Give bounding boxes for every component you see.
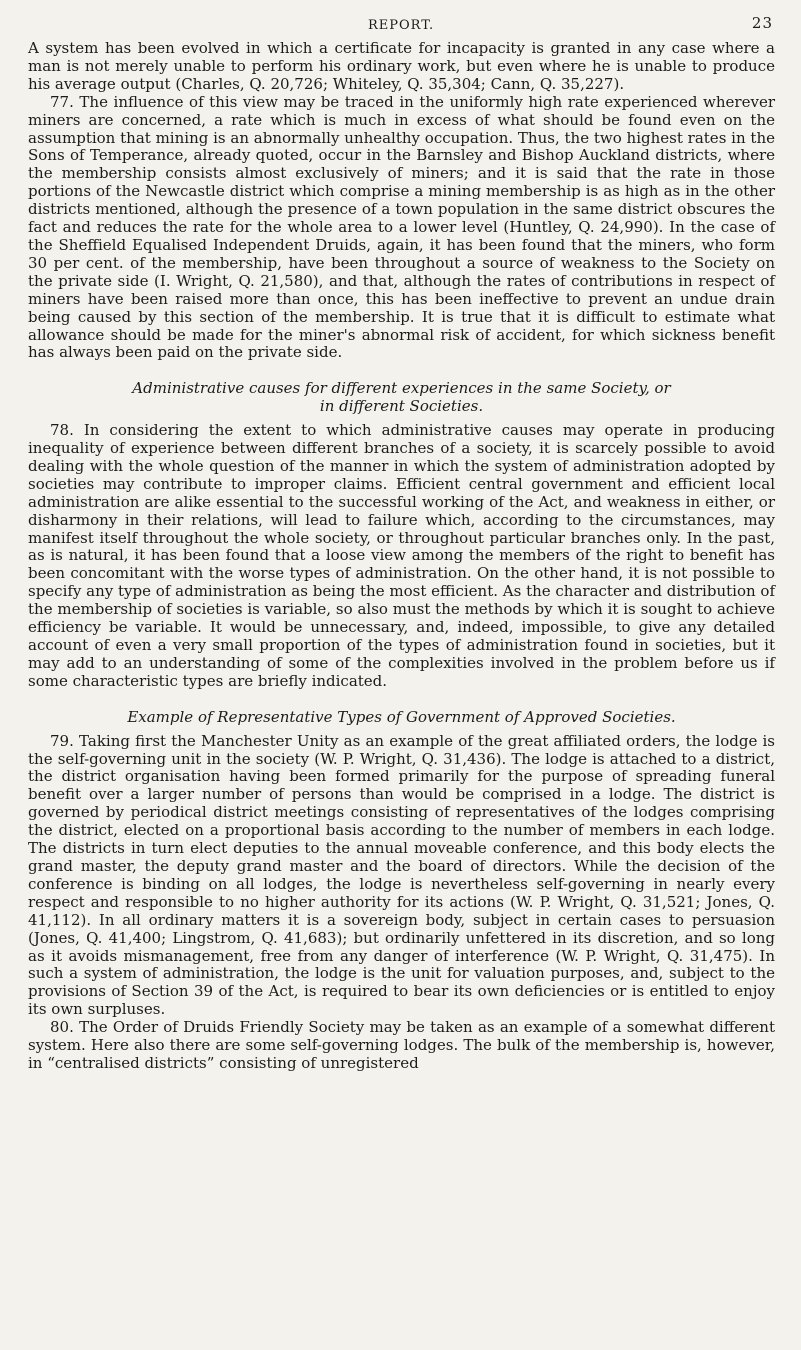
running-head: REPORT. — [368, 18, 435, 33]
section-heading-example — [28, 709, 775, 727]
paragraph-80: 80. The Order of Druids Friendly Society may be taken as an example of a somewhat different system. Here also there are some self-governing lodges. The bulk of the membership is, however, in “centralised districts” consisting of unregistered — [28, 1018, 775, 1072]
page-number: 23 — [751, 14, 773, 32]
section-heading-line-2: in different Societies. — [319, 397, 484, 416]
section-heading-line-1: Administrative causes for different experiences in the same Society, or — [132, 379, 671, 398]
section-heading-example-text: Example of Representative Types of Government of Approved Societies. — [127, 707, 676, 726]
paragraph-79: 79. Taking first the Manchester Unity as an example of the great affiliated orders, the lodge is the self-governing unit in the society (W. P. Wright, Q. 31,436). The lodge is attached to a district, the district organisation having been formed primarily for the purpose of spreading funeral benefit over a larger number of persons than would be comprised in a lodge. The district is governed by periodical district meetings consisting of representatives of the lodges comprising the district, elected on a proportional basis according to the number of members in each lodge. The districts in turn elect deputies to the annual moveable conference, and this body elects the grand master, the deputy grand master and the board of directors. While the decision of the conference is binding on all lodges, the lodge is nevertheless self-governing in nearly every respect and responsible to no higher authority for its actions (W. P. Wright, Q. 31,521; Jones, Q. 41,112). In all ordinary matters it is a sovereign body, subject in certain cases to persuasion (Jones, Q. 41,400; Lingstrom, Q. 41,683); but ordinarily unfettered in its discretion, and so long as it avoids mismanagement, free from any danger of interference (W. P. Wright, Q. 31,475). In such a system of administration, the lodge is the unit for valuation purposes, and, subject to the provisions of Section 39 of the Act, is required to bear its own deficiencies or is entitled to enjoy its own surpluses. — [28, 731, 775, 1019]
paragraph-78: 78. In considering the extent to which administrative causes may operate in producing inequality of experience between different branches of a society, it is scarcely possible to avoid dealing with the whole question of the manner in which the system of administration adopted by societies may contribute to improper claims. Efficient central government and efficient local administration are alike essential to the successful working of the Act, and weakness in either, or disharmony in their relations, will lead to failure which, according to the circumstances, may manifest itself throughout the whole society, or throughout particular branches only. In the past, as is natural, it has been found that a loose view among the members of the right to benefit has been concomitant with the worse types of administration. On the other hand, it is not possible to specify any type of administration as being the most efficient. As the character and distribution of the membership of societies is variable, so also must the methods by which it is sought to achieve efficiency be variable. It would be unnecessary, and, indeed, impossible, to give any detailed account of even a very small proportion of the types of administration found in societies, but it may add to an understanding of some of the complexities involved in the problem before us if some characteristic types are briefly indicated. — [28, 421, 775, 690]
paragraph-77: 77. The influence of this view may be traced in the uniformly high rate experienced wherever miners are concerned, a rate which is much in excess of what should be found even on the assumption that mining is an abnormally unhealthy occupation. Thus, the two highest rates in the Sons of Temperance, already quoted, occur in the Barnsley and Bishop Auckland districts, where the membership consists almost exclusively of miners; and it is said that the rate in those portions of the Newcastle district which comprise a mining membership is as high as in the other districts mentioned, although the presence of a town population in the same district obscures the fact and reduces the rate for the whole area to a lower level (Huntley, Q. 24,990). In the case of the Sheffield Equalised Independent Druids, again, it has been found that the miners, who form 30 per cent. of the membership, have been throughout a source of weakness to the Society on the private side (I. Wright, Q. 21,580), and that, although the rates of contributions in respect of miners have been raised more than once, this has been ineffective to prevent an undue drain being caused by this section of the membership. It is true that it is difficult to estimate what allowance should be made for the miner's abnormal risk of accident, for which sickness benefit has always been paid on the private side. — [28, 92, 775, 362]
page-header — [28, 14, 775, 40]
section-heading-administrative — [28, 380, 775, 416]
paragraph-intro: A system has been evolved in which a certificate for incapacity is granted in any case where a man is not merely unable to perform his ordinary work, but even where he is unable to produce his average output (Charles, Q. 20,726; Whiteley, Q. 35,304; Cann, Q. 35,227). — [28, 39, 775, 93]
